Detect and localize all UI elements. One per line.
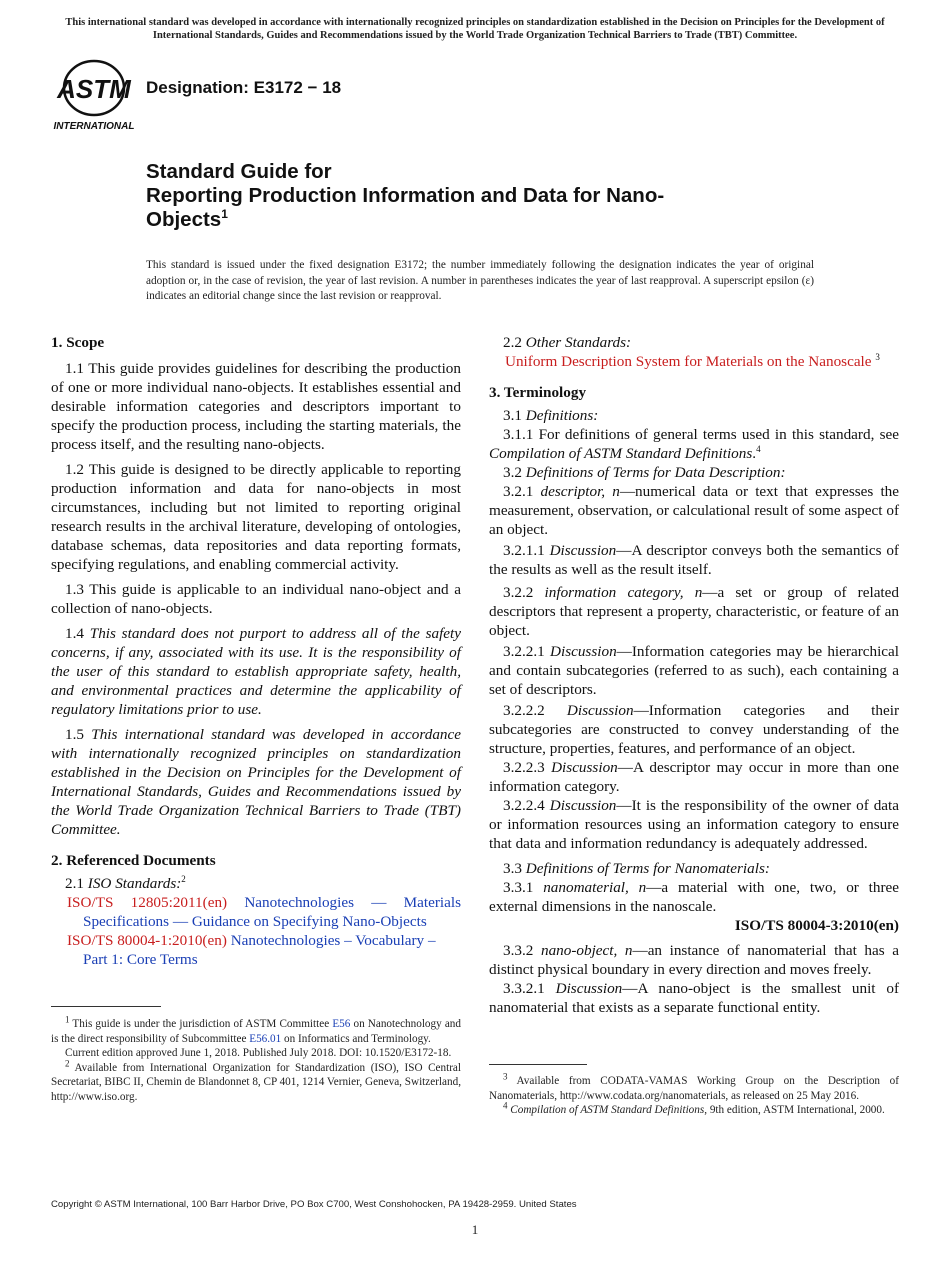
para-3-2-2-text: —a set or group of related descriptors that represent a property, characteristic, or feature of an object. [489,584,899,639]
para-3-1-text: Definitions: [525,407,599,424]
para-3-2-number: 3.2 [503,464,526,481]
para-3-1-1-sup: 4 [756,443,761,454]
section-2-heading: 2. Referenced Documents [51,852,216,869]
para-2-2-text: Other Standards: [525,334,632,351]
footnote-3 [489,1071,899,1103]
footnote-rule-left [51,1006,161,1007]
footnote-3-mark: 3 [503,1071,508,1082]
title-line-3: Objects [146,208,222,231]
para-3-3-2 [489,941,899,979]
para-3-2-text: Definitions of Terms for Data Description: [525,464,786,481]
document-title [146,160,786,232]
footnote-2-mark: 2 [65,1057,70,1068]
left-column [51,333,461,969]
footnote-1-text-c: on Informatics and Terminology. [284,1032,431,1045]
para-3-2-2-3-number: 3.2.2.3 [503,759,552,776]
footnote-4-text: , 9th edition, ASTM International, 2000. [704,1104,885,1116]
ref3-sup: 3 [875,351,880,362]
para-3-3-1-text: —a material with one, two, or three external dimensions in the nanoscale. [489,879,900,915]
section-1-heading: 1. Scope [51,334,105,351]
page-number: 1 [471,1222,479,1237]
para-3-3-2-text: —an instance of nanomaterial that has a distinct physical boundary in every direction and moves freely. [489,942,900,978]
para-1-4 [51,624,461,719]
copyright-notice: Copyright © ASTM International, 100 Barr Harbor Drive, PO Box C700, West Conshohocken, PA 19428-2959. United States [51,1199,577,1210]
para-3-2-2-2-number: 3.2.2.2 [503,702,567,719]
para-3-2-1-1-text: —A descriptor conveys both the semantics of the results as well as the result itself. [489,542,899,578]
astm-logo-icon [52,58,136,134]
footnote-1-edition: Current edition approved June 1, 2018. Published July 2018. DOI: 10.1520/E3172-18. [65,1047,452,1059]
right-column [489,333,899,1017]
footnote-rule-right [489,1064,587,1065]
term-nano-object: nano-object, n [540,942,633,959]
reference-iso-80004-1 [67,931,461,969]
ref-link-iso-80004-title[interactable]: Nanotechnologies – Vocabulary – Part 1: Core Terms [83,932,436,968]
logo-caption: INTERNATIONAL [53,121,135,132]
footnote-4-mark: 4 [503,1100,508,1111]
source-iso-80004-3: ISO/TS 80004-3:2010(en) [734,917,899,934]
para-3-3-1 [489,878,899,916]
para-1-1: 1.1 This guide provides guidelines for describing the production of one or more individual nano-objects. It establishes essential and desirable information categories and descriptors important to specify the production process, including the starting materials, the process itself, and the resulting nano-objects. [51,360,461,453]
para-3-2-1-1-number: 3.2.1.1 [503,542,550,559]
para-2-1-number: 2.1 [65,875,88,892]
footnote-1-text-b: on Nanotechnology and is the direct responsibility of Subcommittee [51,1018,461,1045]
para-3-2-2-2 [489,701,899,758]
para-2-2-number: 2.2 [503,334,526,351]
para-3-2-2-2-text: —Information categories and their subcategories are constructed to convey understanding of the structure, properties, features, and performance of an object. [489,702,900,757]
para-3-3-number: 3.3 [503,860,526,877]
title-line-1: Standard Guide for [146,160,332,183]
para-3-3-1-number: 3.3.1 [503,879,544,896]
para-2-1 [51,874,461,893]
para-3-1-1-title: Compilation of ASTM Standard Definitions [489,445,753,462]
para-3-2-2-4-number: 3.2.2.4 [503,797,550,814]
para-3-3-2-1-number: 3.3.2.1 [503,980,556,997]
para-3-3 [489,859,899,878]
footnote-2-text: Available from International Organization for Standardization (ISO), ISO Central Secretariat, BIBC II, Chemin de Blandonnet 8, CP 401, 1214 Vernier, Geneva, Switzerland, http://www.iso.org. [51,1061,462,1103]
discussion-label: Discussion [549,797,617,814]
discussion-label: Discussion [550,643,617,660]
discussion-label: Discussion [555,980,623,997]
para-3-2-1-number: 3.2.1 [503,483,541,500]
para-1-2: 1.2 This guide is designed to be directly applicable to reporting production information and data for nano-objects in most circumstances, including but not limited to reporting original research results in the archival literature, developing of ontologies, database schemas, data repositories and data reporting formats, specifying regulations, and enabling commercial activity. [51,461,461,573]
header-notice: This international standard was developed in accordance with internationally recognized principles on standardization established in the Decision on Principles for the Development of International Standards, Guides and Recommendations issued by the World Trade Organization Technical Barriers to Trade (TBT) Committee. [65,17,885,41]
para-1-3: 1.3 This guide is applicable to an individual nano-object and a collection of nano-objects. [51,581,461,617]
discussion-label: Discussion [566,702,634,719]
designation: Designation: E3172 − 18 [146,78,342,97]
ref-link-iso-12805-code[interactable]: ISO/TS 12805:2011(en) [67,894,228,911]
para-3-2 [489,463,899,482]
term-nanomaterial: nanomaterial, n [543,879,647,896]
para-3-2-2-4-text: —It is the responsibility of the owner of data or information resources using an information category to ensure that data and information redundancy is adequately addressed. [489,797,899,852]
discussion-label: Discussion [549,542,617,559]
para-2-1-text: ISO Standards: [87,875,182,892]
para-1-4-text: This standard does not purport to address all of the safety concerns, if any, associated with its use. It is the responsibility of the user of this standard to establish appropriate safety, health, and environmental practices and determine the applicability of regulatory limitations prior to use. [51,625,461,718]
para-3-2-1-1 [489,541,899,579]
intro-paragraph: This standard is issued under the fixed designation E3172; the number immediately following the designation indicates the year of original adoption or, in the case of revision, the year of last revision. A number in parentheses indicates the year of last reapproval. A superscript epsilon (ε) indicates an editorial change since the last revision or reapproval. [146,259,814,302]
left-footnotes [51,1014,462,1104]
para-3-3-2-1 [489,979,899,1017]
ref-link-iso-12805-title[interactable]: Nanotechnologies — Materials Specifications — Guidance on Specifying Nano-Objects [83,894,462,930]
para-3-2-1 [489,482,899,539]
title-line-2: Reporting Production Information and Data for Nano- [146,184,665,207]
discussion-label: Discussion [551,759,618,776]
term-information-category: information category, n [544,584,703,601]
para-1-5-number: 1.5 [65,726,92,743]
para-3-2-2-1-number: 3.2.2.1 [503,643,550,660]
para-3-2-2 [489,583,899,640]
footnote-2 [51,1057,462,1105]
footnote-4 [489,1100,899,1118]
para-2-1-sup: 2 [181,873,186,884]
para-3-2-2-3-text: —A descriptor may occur in more than one information category. [489,759,900,795]
committee-e56-link[interactable]: E56 [332,1018,351,1030]
footnote-1 [51,1014,461,1046]
para-1-4-number: 1.4 [65,625,90,642]
logo-letters: ASTM [57,74,131,104]
reference-uniform-description [505,352,899,371]
para-2-2 [489,333,899,352]
para-3-2-2-3 [489,758,899,796]
para-3-1-number: 3.1 [503,407,526,424]
footnote-1-mark: 1 [65,1014,70,1025]
para-3-1-1: 3.1.1 For definitions of general terms used in this standard, see Compilation of ASTM Standard Definitions.$^4$ [489,426,899,462]
para-3-2-2-1 [489,642,899,699]
para-3-3-2-number: 3.3.2 [503,942,541,959]
para-3-2-2-1-text: —Information categories may be hierarchical and contain subcategories (referred to as such), each containing a set of descriptors. [489,643,900,698]
footnote-4-title: Compilation of ASTM Standard Definitions [510,1104,705,1116]
ref-link-iso-80004-code[interactable]: ISO/TS 80004-1:2010(en) [67,932,227,949]
para-3-3-text: Definitions of Terms for Nanomaterials: [525,860,770,877]
para-3-1-1-text: 3.1.1 For definitions of general terms used in this standard, see [503,426,899,443]
right-footnotes [489,1071,899,1118]
para-3-1 [489,406,899,425]
reference-iso-12805 [67,893,461,931]
para-1-5-text: This international standard was developed in accordance with internationally recognized principles on standardization established in the Decision on Principles for the Development of International Standards, Guides and Recommendations issued by the World Trade Organization Technical Barriers to Trade (TBT) Committee. [51,726,462,838]
astm-logo [52,58,136,134]
section-3-heading: 3. Terminology [489,384,587,401]
para-3-2-2-4 [489,796,899,853]
para-3-2-2-number: 3.2.2 [503,584,545,601]
subcommittee-e56-01-link[interactable]: E56.01 [249,1032,282,1045]
para-1-5 [51,725,461,839]
footnote-1-text-a: This guide is under the jurisdiction of ASTM Committee [72,1018,330,1030]
para-3-3-2-1-text: —A nano-object is the smallest unit of nanomaterial that exists as a separate functional entity. [489,980,900,1016]
ref-link-uniform-description[interactable]: Uniform Description System for Materials on the Nanoscale [505,353,872,370]
footnote-3-text: Available from CODATA-VAMAS Working Group on the Description of Nanomaterials, http://www.codata.org/nanomaterials, as released on 25 May 2016. [489,1075,899,1102]
term-descriptor: descriptor, n [540,483,620,500]
para-3-2-1-text: —numerical data or text that expresses the measurement, observation, or calculational result of some aspect of an object. [489,483,900,538]
title-footnote-mark: 1 [221,207,228,222]
